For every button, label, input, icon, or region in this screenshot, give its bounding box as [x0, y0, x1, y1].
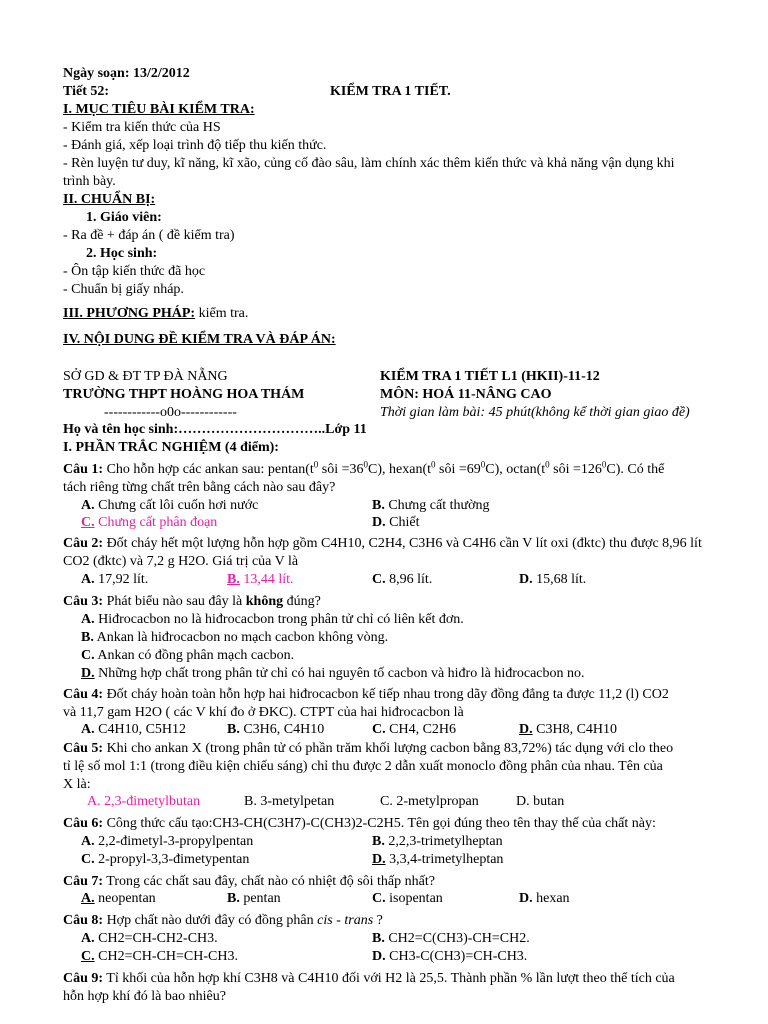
option-b: B. CH2=C(CH3)-CH=CH2. — [372, 931, 530, 946]
option-b-answer: B. 13,44 lít. — [227, 572, 294, 587]
section-4-title: IV. NỘI DUNG ĐỀ KIỂM TRA VÀ ĐÁP ÁN: — [63, 332, 336, 347]
option-a: A. C4H10, C5H12 — [81, 722, 187, 737]
teacher-heading: 1. Giáo viên: — [86, 210, 162, 225]
question-4: Câu 4: Đốt cháy hoàn toàn hỗn hợp hai hiđrocacbon kế tiếp nhau trong dãy đồng đẳng ta được 11,2 (l) CO2 — [63, 687, 669, 702]
teacher-item: - Ra đề + đáp án ( đề kiểm tra) — [63, 228, 235, 243]
option-b: B. C3H6, C4H10 — [227, 722, 325, 737]
section-3-title: III. PHƯƠNG PHÁP: — [63, 306, 196, 321]
date-line: Ngày soạn: 13/2/2012 — [63, 66, 190, 81]
option-a: A. 17,92 lít. — [81, 572, 149, 587]
question-2-line-2: CO2 (đktc) và 7,2 g H2O. Giá trị của V là — [63, 554, 299, 569]
option-c-answer: C. CH2=CH-CH=CH-CH3. — [81, 949, 238, 964]
option-b: B. 2,2,3-trimetylheptan — [372, 834, 503, 849]
option-d: D. 15,68 lít. — [519, 572, 587, 587]
option-a: A. Hiđrocacbon no là hiđrocacbon trong phân tử chỉ có liên kết đơn. — [81, 612, 464, 627]
option-a: A. CH2=CH-CH2-CH3. — [81, 931, 218, 946]
option-a: A. Chưng cất lôi cuốn hơi nước — [81, 498, 259, 513]
option-c-answer: C. Chưng cất phân đoạn — [81, 515, 218, 530]
student-name-line: Họ và tên học sinh:…………………………..Lớp 11 — [63, 422, 367, 437]
option-c: C. 2-metylpropan — [380, 794, 479, 809]
question-1: Câu 1: Cho hỗn hợp các ankan sau: $pentan(t^0$ sôi $=36^0C$), $hexan(t^0$ sôi $=69^0C$), $octan(t^0$ sôi $=126^0C$). Có thể — [63, 459, 665, 477]
option-c: C. 2-propyl-3,3-đimetypentan — [81, 852, 250, 867]
option-b: B. Chưng cất thường — [372, 498, 490, 513]
question-8: Câu 8: Hợp chất nào dưới đây có đồng phân cis - trans ? — [63, 913, 383, 928]
question-label: Câu 8: — [63, 913, 104, 928]
separator: ------------o0o------------ — [104, 405, 237, 420]
option-d: D. Chiết — [372, 515, 420, 530]
option-d-answer: D. 3,3,4-trimetylheptan — [372, 852, 504, 867]
test-heading: KIỂM TRA 1 TIẾT. — [330, 84, 451, 99]
question-6: Câu 6: Công thức cấu tạo:CH3-CH(C3H7)-C(CH3)2-C2H5. Tên gọi đúng theo tên thay thế của chất này: — [63, 816, 656, 831]
option-c: C. 8,96 lít. — [372, 572, 433, 587]
question-label: Câu 4: — [63, 687, 104, 702]
objective-item: - Đánh giá, xếp loại trình độ tiếp thu kiến thức. — [63, 138, 327, 153]
question-label: Câu 6: — [63, 816, 104, 831]
question-2: Câu 2: Đốt cháy hết một lượng hỗn hợp gồm C4H10, C2H4, C3H6 và C4H6 cần V lít oxi (đktc) thu được 8,96 lít — [63, 536, 702, 551]
option-d-answer: D. C3H8, C4H10 — [519, 722, 618, 737]
exam-subject: MÔN: HOÁ 11-NÂNG CAO — [380, 387, 552, 402]
section-1-title: I. MỤC TIÊU BÀI KIỂM TRA: — [63, 102, 255, 117]
objective-item: - Rèn luyện tư duy, kĩ năng, kĩ xão, củng cố đào sâu, làm chính xác thêm kiến thức và khả năng vận dụng khi — [63, 156, 675, 171]
objective-item: trình bày. — [63, 174, 116, 189]
question-5-line-3: X là: — [63, 777, 91, 792]
question-9-line-2: hỗn hợp khí đó là bao nhiêu? — [63, 989, 226, 1004]
lesson-number: Tiết 52: — [63, 84, 110, 99]
question-7: Câu 7: Trong các chất sau đây, chất nào có nhiệt độ sôi thấp nhất? — [63, 874, 435, 889]
exam-title: KIỂM TRA 1 TIẾT L1 (HKII)-11-12 — [380, 369, 600, 384]
part-1-title: I. PHẦN TRẮC NGHIỆM (4 điểm): — [63, 440, 279, 455]
question-label: Câu 5: — [63, 741, 104, 756]
option-a-answer: A. 2,3-đimetylbutan — [87, 794, 201, 809]
student-item: - Ôn tập kiến thức đã học — [63, 264, 206, 279]
option-a: A. 2,2-đimetyl-3-propylpentan — [81, 834, 254, 849]
option-d: D. butan — [516, 794, 565, 809]
option-a-answer: A. neopentan — [81, 891, 156, 906]
question-label: Câu 3: — [63, 594, 104, 609]
option-d: D. hexan — [519, 891, 570, 906]
objective-item: - Kiểm tra kiến thức của HS — [63, 120, 221, 135]
school-name: TRƯỜNG THPT HOÀNG HOA THÁM — [63, 387, 305, 402]
section-2-title: II. CHUẨN BỊ: — [63, 192, 156, 207]
option-d-answer: D. Những hợp chất trong phân tử chỉ có hai nguyên tố cacbon và hiđro là hiđrocacbon no. — [81, 666, 585, 681]
question-label: Câu 9: — [63, 971, 104, 986]
question-label: Câu 7: — [63, 874, 104, 889]
option-c: C. Ankan có đồng phân mạch cacbon. — [81, 648, 295, 663]
option-d: D. CH3-C(CH3)=CH-CH3. — [372, 949, 528, 964]
section-3-line — [63, 305, 248, 323]
question-5: Câu 5: Khi cho ankan X (trong phân tử có phần trăm khối lượng cacbon bằng 83,72%) tác dụng với clo theo — [63, 741, 674, 756]
section-3-text: kiểm tra. — [195, 306, 249, 321]
student-item: - Chuẩn bị giấy nháp. — [63, 282, 184, 297]
question-1-line-2: tách riêng từng chất trên bằng cách nào sau đây? — [63, 480, 336, 495]
question-3: Câu 3: Phát biểu nào sau đây là không đúng? — [63, 594, 321, 609]
option-c: C. isopentan — [372, 891, 443, 906]
question-5-line-2: tỉ lệ số mol 1:1 (trong điều kiện chiếu sáng) chỉ thu được 2 dẫn xuất monoclo đồng phân của nhau. Tên của — [63, 759, 663, 774]
option-b: B. 3-metylpetan — [244, 794, 335, 809]
question-label: Câu 2: — [63, 536, 104, 551]
question-4-line-2: và 11,7 gam H2O ( các V khí đo ở ĐKC). CTPT của hai hiđrocacbon là — [63, 705, 464, 720]
department-name: SỞ GD & ĐT TP ĐÀ NẴNG — [63, 369, 228, 384]
question-label: Câu 1: — [63, 462, 104, 477]
option-c: C. CH4, C2H6 — [372, 722, 457, 737]
question-9: Câu 9: Tỉ khối của hỗn hợp khí C3H8 và C4H10 đối với H2 là 25,5. Thành phần % lần lượt theo thể tích của — [63, 971, 675, 986]
student-heading: 2. Học sinh: — [86, 246, 158, 261]
option-b: B. pentan — [227, 891, 281, 906]
option-b: B. Ankan là hiđrocacbon no mạch cacbon không vòng. — [81, 630, 389, 645]
exam-time: Thời gian làm bài: 45 phút(không kể thời gian giao đề) — [380, 405, 690, 420]
